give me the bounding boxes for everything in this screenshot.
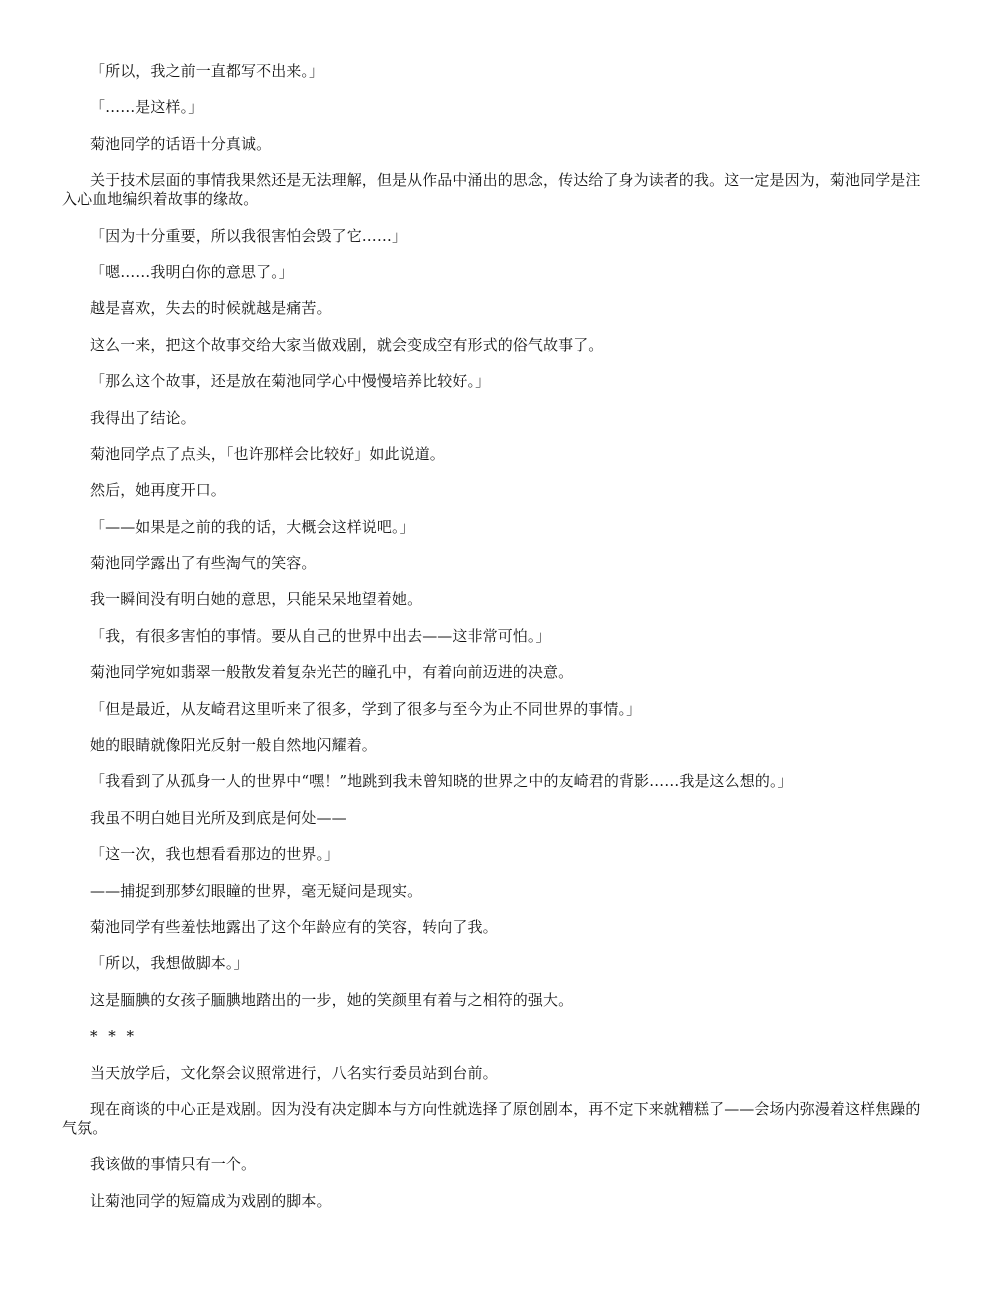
paragraph: 「所以，我之前一直都写不出来。」 — [90, 62, 325, 80]
paragraph: 菊池同学有些羞怯地露出了这个年龄应有的笑容，转向了我。 — [90, 917, 498, 936]
paragraph: 菊池同学点了点头，「也许那样会比较好」如此说道。 — [90, 444, 445, 463]
paragraph: 「这一次，我也想看看那边的世界。」 — [90, 845, 340, 864]
paragraph: 我该做的事情只有一个。 — [90, 1155, 257, 1174]
paragraph: 「因为十分重要，所以我很害怕会毁了它……」 — [90, 226, 408, 245]
paragraph: 「所以，我想做脚本。」 — [90, 954, 249, 973]
paragraph: 「但是最近，从友崎君这里听来了很多，学到了很多与至今为止不同世界的事情。」 — [90, 699, 642, 718]
paragraph: 现在商谈的中心正是戏剧。因为没有决定脚本与方向性就选择了原创剧本，再不定下来就糟糕了——会场内弥漫着这样焦躁的气氛。 — [62, 1099, 921, 1137]
paragraph: 我虽不明白她目光所及到底是何处—— — [90, 808, 347, 827]
paragraph: 越是喜欢，失去的时候就越是痛苦。 — [90, 299, 332, 318]
paragraph: 「——如果是之前的我的话，大概会这样说吧。」 — [90, 517, 415, 536]
section-separator: * * * — [90, 1027, 138, 1046]
paragraph: 菊池同学的话语十分真诚。 — [90, 134, 272, 153]
paragraph: 让菊池同学的短篇成为戏剧的脚本。 — [90, 1191, 332, 1210]
paragraph: 这是腼腆的女孩子腼腆地踏出的一步，她的笑颜里有着与之相符的强大。 — [90, 990, 574, 1009]
paragraph: 这么一来，把这个故事交给大家当做戏剧，就会变成空有形式的俗气故事了。 — [90, 335, 604, 354]
paragraph: 「我看到了从孤身一人的世界中“嘿！”地跳到我未曾知晓的世界之中的友崎君的背影……我是这么想的。」 — [90, 772, 793, 791]
paragraph: 我得出了结论。 — [90, 408, 196, 427]
paragraph: 「……是这样。」 — [90, 98, 204, 117]
paragraph: 关于技术层面的事情我果然还是无法理解，但是从作品中涌出的思念，传达给了身为读者的我。这一定是因为，菊池同学是注入心血地编织着故事的缘故。 — [62, 171, 921, 209]
paragraph: 然后，她再度开口。 — [90, 481, 226, 500]
paragraph: 她的眼睛就像阳光反射一般自然地闪耀着。 — [90, 736, 377, 755]
paragraph: ——捕捉到那梦幻眼瞳的世界，毫无疑问是现实。 — [90, 881, 423, 900]
paragraph: 当天放学后，文化祭会议照常进行，八名实行委员站到台前。 — [90, 1063, 498, 1082]
paragraph: 我一瞬间没有明白她的意思，只能呆呆地望着她。 — [90, 590, 423, 609]
paragraph: 「我，有很多害怕的事情。要从自己的世界中出去——这非常可怕。」 — [90, 626, 551, 645]
paragraph: 「那么这个故事，还是放在菊池同学心中慢慢培养比较好。」 — [90, 372, 491, 391]
paragraph: 菊池同学露出了有些淘气的笑容。 — [90, 554, 317, 573]
paragraph: 菊池同学宛如翡翠一般散发着复杂光芒的瞳孔中，有着向前迈进的决意。 — [90, 663, 574, 682]
paragraph: 「嗯……我明白你的意思了。」 — [90, 262, 294, 281]
